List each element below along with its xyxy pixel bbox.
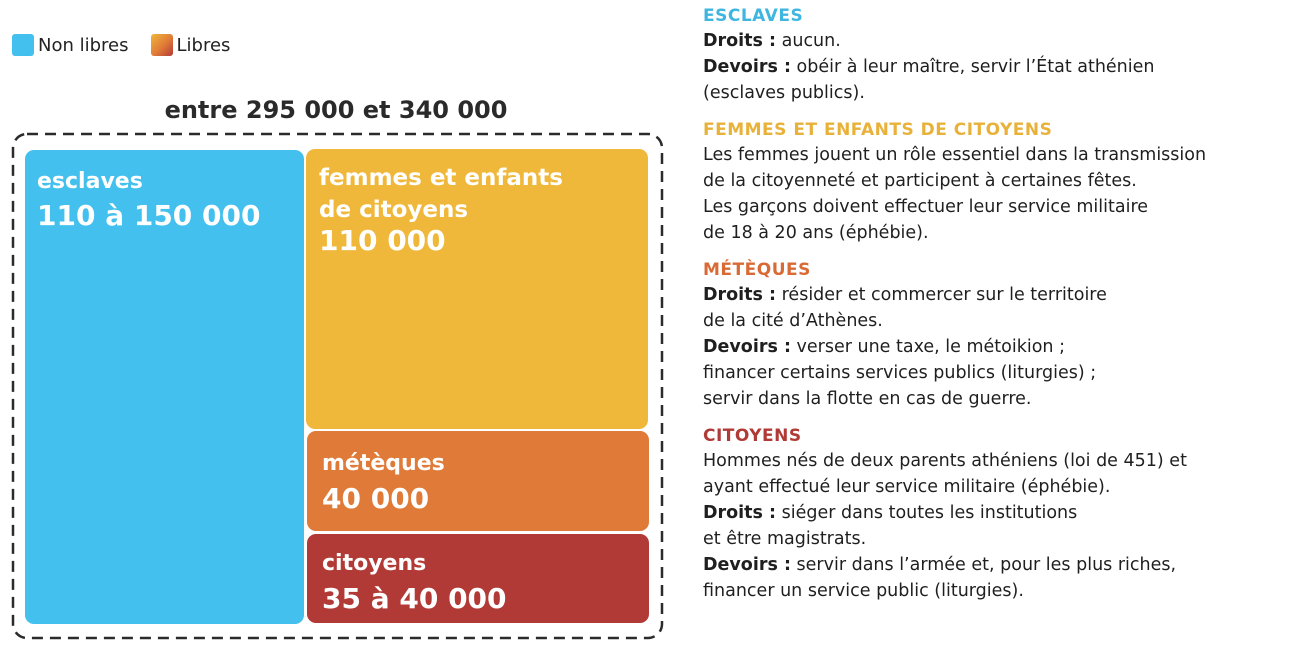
section-line bbox=[703, 194, 1283, 220]
section-line bbox=[703, 334, 1283, 360]
section-line-text: Hommes nés de deux parents athéniens (loi de 451) et bbox=[703, 451, 1187, 471]
section-line bbox=[703, 80, 1283, 106]
section-line bbox=[703, 386, 1283, 412]
section-line bbox=[703, 526, 1283, 552]
section-line-label: Devoirs : bbox=[703, 57, 791, 77]
section-métèques bbox=[703, 258, 1283, 412]
section-title: MÉTÈQUES bbox=[703, 260, 811, 280]
section-title: FEMMES ET ENFANTS DE CITOYENS bbox=[703, 120, 1053, 140]
section-line-text: et être magistrats. bbox=[703, 529, 867, 549]
section-line-text: Les garçons doivent effectuer leur service militaire bbox=[703, 197, 1149, 217]
section-citoyens bbox=[703, 424, 1283, 604]
section-line-text: servir dans la flotte en cas de guerre. bbox=[703, 389, 1032, 409]
section-line bbox=[703, 142, 1283, 168]
section-line-text: de 18 à 20 ans (éphébie). bbox=[703, 223, 929, 243]
block-value-femmes-et-enfants-de-citoyens: 110 000 bbox=[319, 224, 446, 257]
section-line-text: obéir à leur maître, servir l’État athénien bbox=[790, 57, 1155, 77]
section-femmes-et-enfants-de-citoyens bbox=[703, 118, 1283, 246]
block-femmes-et-enfants-de-citoyens bbox=[306, 149, 648, 429]
block-name-femmes-et-enfants-de-citoyens-line-2: de citoyens bbox=[319, 197, 469, 223]
legend-label-libres: Libres bbox=[176, 34, 231, 56]
block-name-esclaves: esclaves bbox=[37, 169, 143, 194]
section-line-text: financer certains services publics (liturgies) ; bbox=[703, 363, 1097, 383]
block-name-femmes-et-enfants-de-citoyens-line-1: femmes et enfants bbox=[319, 165, 563, 191]
section-line-text: siéger dans toutes les institutions bbox=[776, 503, 1078, 523]
section-line-label: Devoirs : bbox=[703, 337, 791, 357]
legend-label-non-libres: Non libres bbox=[38, 34, 129, 56]
section-line bbox=[703, 168, 1283, 194]
section-line-text: (esclaves publics). bbox=[703, 83, 865, 103]
section-line-text: de la citoyenneté et participent à certaines fêtes. bbox=[703, 171, 1137, 191]
section-line bbox=[703, 308, 1283, 334]
block-value-esclaves: 110 à 150 000 bbox=[37, 199, 261, 232]
section-line-text: Les femmes jouent un rôle essentiel dans la transmission bbox=[703, 145, 1207, 165]
section-line-text: verser une taxe, le métoikion ; bbox=[790, 337, 1065, 357]
section-line bbox=[703, 448, 1283, 474]
section-line-text: aucun. bbox=[776, 31, 841, 51]
section-line-label: Droits : bbox=[703, 503, 777, 523]
section-line-label: Devoirs : bbox=[703, 555, 791, 575]
section-line bbox=[703, 360, 1283, 386]
section-line-text: résider et commercer sur le territoire bbox=[776, 285, 1107, 305]
block-meteques bbox=[307, 431, 649, 531]
block-name-citoyens: citoyens bbox=[322, 551, 427, 576]
block-name-meteques: métèques bbox=[322, 451, 445, 476]
section-line bbox=[703, 220, 1283, 246]
section-line bbox=[703, 474, 1283, 500]
block-value-meteques: 40 000 bbox=[322, 482, 430, 515]
section-title: ESCLAVES bbox=[703, 6, 804, 26]
section-line bbox=[703, 578, 1283, 604]
section-line-text: servir dans l’armée et, pour les plus riches, bbox=[790, 555, 1177, 575]
section-line bbox=[703, 500, 1283, 526]
section-line bbox=[703, 282, 1283, 308]
section-line-text: financer un service public (liturgies). bbox=[703, 581, 1024, 601]
section-line-label: Droits : bbox=[703, 31, 777, 51]
section-line-text: ayant effectué leur service militaire (éphébie). bbox=[703, 477, 1111, 497]
section-esclaves bbox=[703, 4, 1283, 106]
section-line-text: de la cité d’Athènes. bbox=[703, 311, 883, 331]
chart-title: entre 295 000 et 340 000 bbox=[164, 96, 508, 124]
section-line bbox=[703, 54, 1283, 80]
section-line bbox=[703, 28, 1283, 54]
section-title: CITOYENS bbox=[703, 426, 802, 446]
description-panel bbox=[703, 4, 1283, 616]
section-line bbox=[703, 552, 1283, 578]
block-value-citoyens: 35 à 40 000 bbox=[322, 582, 507, 615]
section-line-label: Droits : bbox=[703, 285, 777, 305]
